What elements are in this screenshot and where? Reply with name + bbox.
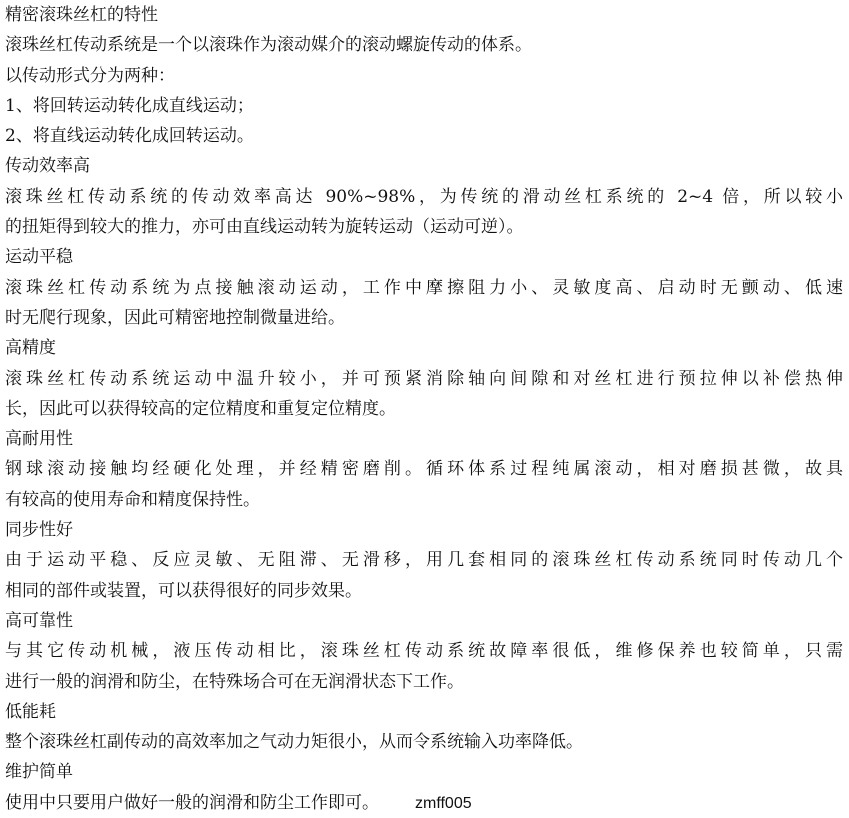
paragraph-line: 相同的部件或装置，可以获得很好的同步效果。: [5, 580, 362, 601]
section-heading: 低能耗: [5, 701, 56, 722]
document-tag: zmff005: [415, 794, 472, 812]
paragraph-line: 使用中只要用户做好一般的润滑和防尘工作即可。: [5, 792, 379, 813]
paragraph-line: 钢球滚动接触均经硬化处理，并经精密磨削。循环体系过程纯属滚动，相对磨损甚微，故具: [5, 459, 843, 480]
paragraph-line: 时无爬行现象，因此可精密地控制微量进给。: [5, 307, 345, 328]
paragraph-line: 长，因此可以获得较高的定位精度和重复定位精度。: [5, 398, 396, 419]
section-heading: 运动平稳: [5, 247, 73, 268]
intro-line: 滚珠丝杠传动系统是一个以滚珠作为滚动媒介的滚动螺旋传动的体系。: [5, 35, 532, 56]
section-heading: 传动效率高: [5, 156, 90, 177]
document-title: 精密滚珠丝杠的特性: [5, 5, 158, 25]
section-heading: 高精度: [5, 338, 56, 359]
intro-line: 以传动形式分为两种：: [5, 65, 175, 86]
section-heading: 同步性好: [5, 520, 73, 541]
paragraph-line: 滚珠丝杠传动系统为点接触滚动运动，工作中摩擦阻力小、灵敏度高、启动时无颤动、低速: [5, 277, 843, 298]
section-heading: 高耐用性: [5, 429, 73, 450]
paragraph-line: 滚珠丝杠传动系统运动中温升较小，并可预紧消除轴向间隙和对丝杠进行预拉伸以补偿热伸: [5, 368, 843, 389]
paragraph-line: 与其它传动机械，液压传动相比，滚珠丝杠传动系统故障率很低，维修保养也较简单，只需: [5, 641, 843, 662]
section-heading: 高可靠性: [5, 610, 73, 631]
last-line: [5, 788, 843, 818]
list-item: 2、将直线运动转化成回转运动。: [5, 126, 254, 147]
paragraph-line: 有较高的使用寿命和精度保持性。: [5, 489, 260, 510]
paragraph-line: 的扭矩得到较大的推力，亦可由直线运动转为旋转运动（运动可逆）。: [5, 217, 524, 238]
paragraph-line: 进行一般的润滑和防尘，在特殊场合可在无润滑状态下工作。: [5, 671, 464, 692]
paragraph-line: 由于运动平稳、反应灵敏、无阻滞、无滑移，用几套相同的滚珠丝杠传动系统同时传动几个: [5, 550, 843, 571]
document-body: [5, 0, 843, 818]
paragraph-line: 滚珠丝杠传动系统的传动效率高达 90%~98%，为传统的滑动丝杠系统的 2~4 倍，所以较小: [5, 186, 843, 207]
paragraph-line: 整个滚珠丝杠副传动的高效率加之气动力矩很小，从而令系统输入功率降低。: [5, 732, 583, 753]
list-item: 1、将回转运动转化成直线运动；: [5, 95, 254, 116]
section-heading: 维护简单: [5, 762, 73, 783]
